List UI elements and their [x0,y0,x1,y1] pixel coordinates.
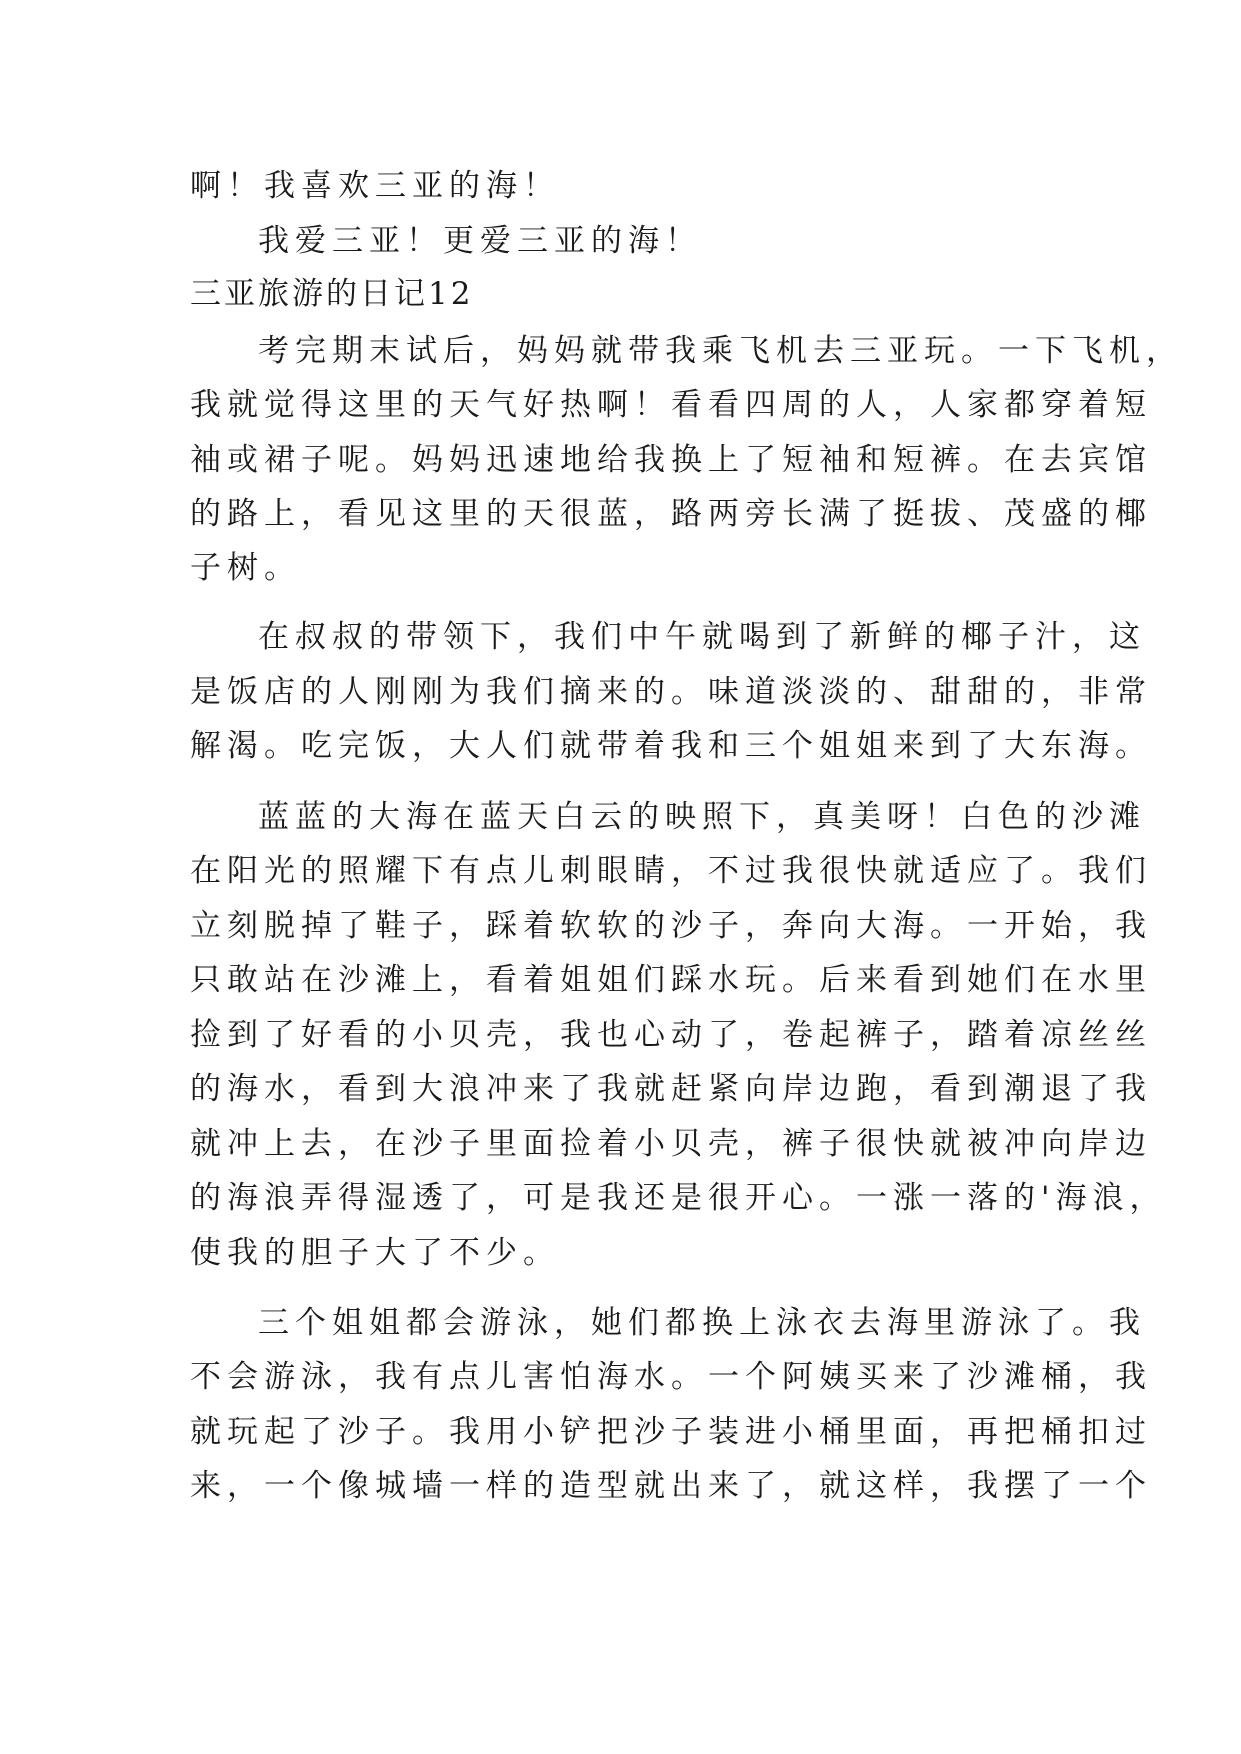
text-line: 来，一个像城墙一样的造型就出来了，就这样，我摆了一个 [190,1468,1152,1504]
text-line: 三个姐姐都会游泳，她们都换上泳衣去海里游泳了。我 [258,1305,1146,1341]
text-line: 解渴。吃完饭，大人们就带着我和三个姐姐来到了大东海。 [190,728,1152,764]
text-line: 在阳光的照耀下有点儿刺眼睛，不过我很快就适应了。我们 [190,853,1152,889]
text-line: 袖或裙子呢。妈妈迅速地给我换上了短袖和短裤。在去宾馆 [190,442,1152,478]
text-line: 我就觉得这里的天气好热啊！看看四周的人，人家都穿着短 [190,387,1152,423]
section-title: 三亚旅游的日记12 [190,276,474,312]
text-line: 立刻脱掉了鞋子，踩着软软的沙子，奔向大海。一开始，我 [190,908,1152,944]
text-line: 的海水，看到大浪冲来了我就赶紧向岸边跑，看到潮退了我 [190,1071,1152,1107]
text-line: 考完期末试后，妈妈就带我乘飞机去三亚玩。一下飞机， [258,333,1183,369]
text-line: 捡到了好看的小贝壳，我也心动了，卷起裤子，踏着凉丝丝 [190,1017,1152,1053]
text-line: 是饭店的人刚刚为我们摘来的。味道淡淡的、甜甜的，非常 [190,674,1152,710]
text-line: 就玩起了沙子。我用小铲把沙子装进小桶里面，再把桶扣过 [190,1414,1152,1450]
text-line: 的路上，看见这里的天很蓝，路两旁长满了挺拔、茂盛的椰 [190,496,1152,532]
text-line: 不会游泳，我有点儿害怕海水。一个阿姨买来了沙滩桶，我 [190,1359,1152,1395]
text-line: 在叔叔的带领下，我们中午就喝到了新鲜的椰子汁，这 [258,619,1146,655]
text-line: 我爱三亚！更爱三亚的海！ [258,223,702,259]
text-line: 啊！我喜欢三亚的海！ [190,168,560,204]
text-line: 使我的胆子大了不少。 [190,1235,560,1271]
text-line: 子树。 [190,550,301,586]
text-line: 只敢站在沙滩上，看着姐姐们踩水玩。后来看到她们在水里 [190,962,1152,998]
text-line: 的海浪弄得湿透了，可是我还是很开心。一涨一落的'海浪， [190,1180,1167,1216]
text-line: 蓝蓝的大海在蓝天白云的映照下，真美呀！白色的沙滩 [258,799,1146,835]
text-line: 就冲上去，在沙子里面捡着小贝壳，裤子很快就被冲向岸边 [190,1126,1152,1162]
